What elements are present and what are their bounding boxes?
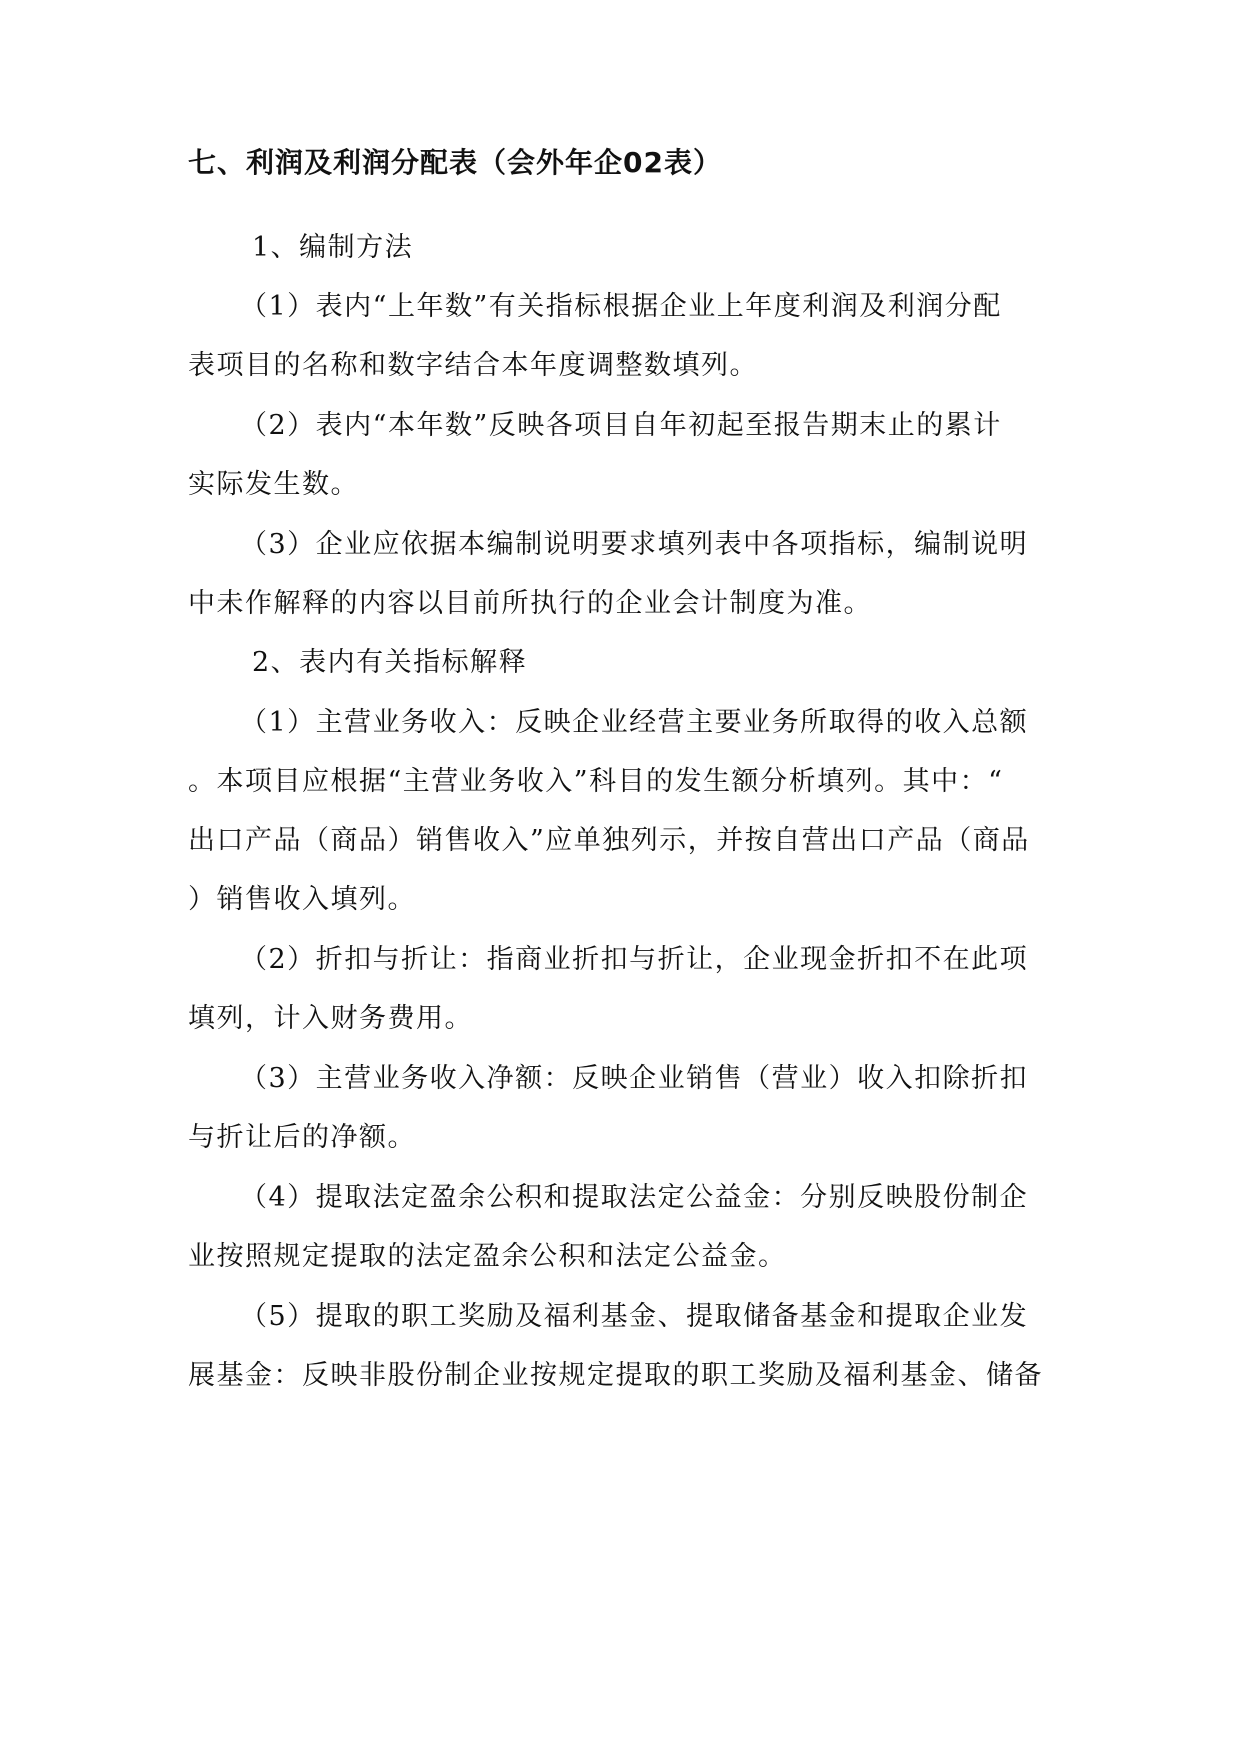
indicator-item-4-line-1: （4）提取法定盈余公积和提取法定公益金：分别反映股份制企 bbox=[240, 1182, 1029, 1213]
method-item-1-line-1: （1）表内“上年数”有关指标根据企业上年度利润及利润分配 bbox=[240, 291, 1002, 322]
indicator-item-3-line-1: （3）主营业务收入净额：反映企业销售（营业）收入扣除折扣 bbox=[240, 1063, 1029, 1094]
method-item-3-line-1: （3）企业应依据本编制说明要求填列表中各项指标，编制说明 bbox=[240, 529, 1029, 560]
indicator-item-5-line-2: 展基金：反映非股份制企业按规定提取的职工奖励及福利基金、储备 bbox=[188, 1360, 1043, 1391]
method-item-1-line-2: 表项目的名称和数字结合本年度调整数填列。 bbox=[188, 350, 758, 381]
indicator-item-2-line-2: 填列，计入财务费用。 bbox=[188, 1003, 473, 1034]
indicator-item-1-line-2: 。本项目应根据“主营业务收入”科目的发生额分析填列。其中：“ bbox=[188, 766, 1004, 797]
indicator-item-2-line-1: （2）折扣与折让：指商业折扣与折让，企业现金折扣不在此项 bbox=[240, 944, 1029, 975]
indicator-item-1-line-1: （1）主营业务收入：反映企业经营主要业务所取得的收入总额 bbox=[240, 707, 1029, 738]
section-heading-indicators: 2、表内有关指标解释 bbox=[252, 647, 528, 678]
method-item-2-line-2: 实际发生数。 bbox=[188, 469, 359, 500]
method-item-2-line-1: （2）表内“本年数”反映各项目自年初起至报告期末止的累计 bbox=[240, 410, 1002, 441]
method-item-3-line-2: 中未作解释的内容以目前所执行的企业会计制度为准。 bbox=[188, 588, 872, 619]
indicator-item-3-line-2: 与折让后的净额。 bbox=[188, 1122, 416, 1153]
indicator-item-1-line-4: ）销售收入填列。 bbox=[188, 884, 416, 915]
indicator-item-5-line-1: （5）提取的职工奖励及福利基金、提取储备基金和提取企业发 bbox=[240, 1301, 1029, 1332]
indicator-item-1-line-3: 出口产品（商品）销售收入”应单独列示，并按自营出口产品（商品 bbox=[188, 825, 1030, 856]
page-title: 七、利润及利润分配表（会外年企02表） bbox=[188, 146, 722, 179]
indicator-item-4-line-2: 业按照规定提取的法定盈余公积和法定公益金。 bbox=[188, 1241, 787, 1272]
section-heading-methods: 1、编制方法 bbox=[252, 232, 414, 263]
